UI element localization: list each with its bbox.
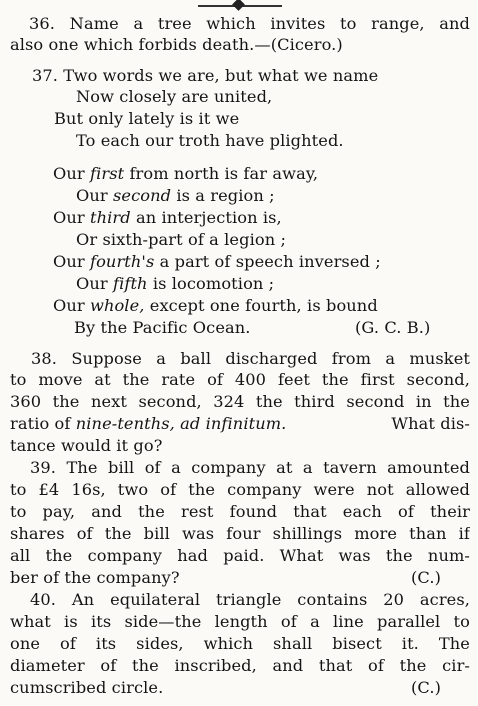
q37-credit: (G. C. B.) [355,318,431,337]
verse-italic: fifth [112,274,148,293]
verse-text: Or sixth-part of a legion ; [76,230,287,249]
q38-line-2: to move at the rate of 400 feet the first second, [10,370,470,389]
verse-text: Our [76,186,113,205]
q37-line-4: To each our troth have plighted. [76,131,344,150]
verse-text: Our [53,208,90,227]
verse-text: Our [76,274,113,293]
verse-italic: first [89,164,125,183]
q37-verse-5 [53,252,381,272]
q40-line-4: diameter of the inscribed, and that of the cir- [10,656,470,675]
q38-line-3: 360 the next second, 324 the third second in the [10,392,470,411]
q39-line-1: 39. The bill of a company at a tavern amounted [30,458,470,477]
q37-verse-7 [53,296,378,316]
q38-line-4 [10,414,470,434]
q38-line-5: tance would it go? [10,436,163,455]
q36-line-2: also one which forbids death.—(Cicero.) [10,35,343,54]
verse-text: is locomotion ; [147,274,275,293]
q37-verse-1 [53,164,318,184]
verse-text: a part of speech inversed ; [154,252,381,271]
verse-italic: second [112,186,172,205]
q39-line-2: to £4 16s, two of the company were not allowed [10,480,470,499]
verse-text: from north is far away, [124,164,319,183]
verse-text: except one fourth, is bound [144,296,378,315]
q38-text: ratio of [10,414,76,433]
q40-line-3: one of its sides, which shall bisect it. The [10,634,470,653]
q37-verse-3 [53,208,282,228]
q38-line-4-start [10,414,286,434]
q37-verse-4 [76,230,286,250]
ornament-diamond [232,0,245,11]
q40-line-1: 40. An equilateral triangle contains 20 acres, [30,590,470,609]
q36-line-1: 36. Name a tree which invites to range, and [29,14,470,33]
q39-last-line: ber of the company? [10,568,180,587]
top-ornament [198,2,282,10]
verse-text: Our [53,296,90,315]
verse-italic: fourth's [89,252,155,271]
q39-line-3: to pay, and the rest found that each of their [10,502,470,521]
q40-last-line: cumscribed circle. [10,678,164,697]
verse-text: Our [53,164,90,183]
q39-line-5: all the company had paid. What was the num- [10,546,470,565]
verse-italic: third [89,208,131,227]
verse-italic: whole, [89,296,145,315]
verse-text: is a region ; [171,186,275,205]
q38-italic: nine-tenths, ad infinitum. [75,414,287,433]
q38-line-4-end: What dis- [391,414,470,433]
q39-credit: (C.) [411,568,441,587]
verse-text: an interjection is, [130,208,282,227]
q37-line-3: But only lately is it we [54,109,240,128]
q40-credit: (C.) [411,678,441,697]
q37-line-1: 37. Two words we are, but what we name [32,66,379,85]
q37-verse-6 [76,274,274,294]
q39-line-4: shares of the bill was four shillings more than if [10,524,470,543]
q37-last-line: By the Pacific Ocean. [74,318,251,337]
q38-line-1: 38. Suppose a ball discharged from a musket [31,349,470,368]
q37-verse-2 [76,186,275,206]
q40-line-2: what is its side—the length of a line parallel to [10,612,470,631]
q37-line-2: Now closely are united, [76,87,273,106]
verse-text: Our [53,252,90,271]
